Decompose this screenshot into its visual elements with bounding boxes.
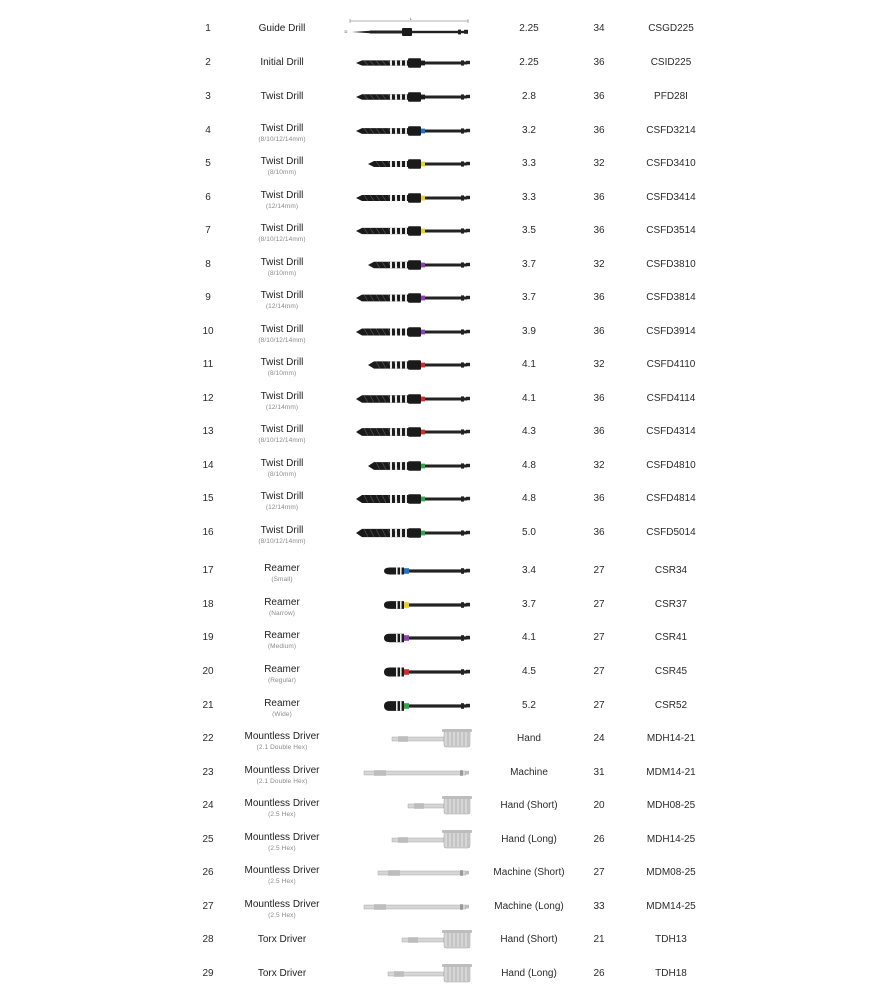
instrument-image xyxy=(330,84,480,110)
instrument-drawing xyxy=(330,16,480,42)
item-number: 24 xyxy=(202,800,214,811)
item-number: 27 xyxy=(202,901,214,912)
product-code: CSFD3810 xyxy=(646,259,696,270)
product-name: Guide Drill xyxy=(258,23,306,34)
instrument-drawing xyxy=(330,760,480,786)
instrument-image xyxy=(330,592,480,618)
instrument-image xyxy=(330,726,480,752)
product-name: Twist Drill xyxy=(260,458,304,469)
diameter-value: Hand (Short) xyxy=(500,934,558,945)
instrument-image xyxy=(330,218,480,244)
instrument-image xyxy=(330,760,480,786)
length-value: 27 xyxy=(593,632,605,643)
instrument-drawing xyxy=(330,486,480,512)
length-value: 36 xyxy=(593,91,605,102)
product-code: CSID225 xyxy=(650,57,692,68)
diameter-value: 3.7 xyxy=(522,259,536,270)
instrument-image xyxy=(330,453,480,479)
product-name: Mountless Driver xyxy=(244,832,320,843)
product-spec: (Small) xyxy=(271,576,293,583)
length-value: 36 xyxy=(593,57,605,68)
diameter-value: Hand (Long) xyxy=(501,834,557,845)
instrument-drawing xyxy=(330,860,480,886)
product-code: TDH13 xyxy=(655,934,687,945)
instrument-drawing xyxy=(330,961,480,987)
product-spec: (2.1 Double Hex) xyxy=(256,744,308,751)
product-code: CSR52 xyxy=(654,700,688,711)
length-value: 33 xyxy=(593,901,605,912)
product-name-cell xyxy=(222,563,342,584)
product-name-cell xyxy=(222,491,342,512)
instrument-image xyxy=(330,16,480,42)
product-name: Reamer xyxy=(264,664,300,675)
product-spec: (Narrow) xyxy=(268,610,296,617)
instrument-drawing xyxy=(330,793,480,819)
product-code: CSFD3514 xyxy=(646,225,696,236)
product-name-cell xyxy=(222,23,342,35)
item-number: 15 xyxy=(202,493,214,504)
item-number: 5 xyxy=(205,158,211,169)
product-spec: (8/10/12/14mm) xyxy=(258,236,306,243)
product-name: Twist Drill xyxy=(260,156,304,167)
instrument-image xyxy=(330,386,480,412)
product-name-cell xyxy=(222,664,342,685)
product-name: Initial Drill xyxy=(260,57,304,68)
product-code: CSFD4114 xyxy=(646,393,696,404)
product-name: Twist Drill xyxy=(260,357,304,368)
product-name-cell xyxy=(222,424,342,445)
product-name: Twist Drill xyxy=(260,525,304,536)
product-name-cell xyxy=(222,190,342,211)
item-number: 4 xyxy=(205,125,211,136)
length-value: 27 xyxy=(593,565,605,576)
product-spec: (2.5 Hex) xyxy=(268,878,296,885)
item-number: 3 xyxy=(205,91,211,102)
product-name: Twist Drill xyxy=(260,424,304,435)
instrument-image xyxy=(330,520,480,546)
product-code: CSFD3214 xyxy=(646,125,696,136)
product-name: Twist Drill xyxy=(260,491,304,502)
length-value: 32 xyxy=(593,359,605,370)
product-spec: (Wide) xyxy=(272,711,292,718)
instrument-drawing xyxy=(330,252,480,278)
product-name: Twist Drill xyxy=(260,91,304,102)
product-name-cell xyxy=(222,391,342,412)
diameter-value: 3.5 xyxy=(522,225,536,236)
length-value: 36 xyxy=(593,125,605,136)
product-name: Mountless Driver xyxy=(244,798,320,809)
item-number: 23 xyxy=(202,767,214,778)
product-name-cell xyxy=(222,257,342,278)
diameter-value: 3.2 xyxy=(522,125,536,136)
length-value: 36 xyxy=(593,426,605,437)
product-spec: (Medium) xyxy=(267,643,297,650)
product-code: CSFD3410 xyxy=(646,158,696,169)
product-name-cell xyxy=(222,865,342,886)
diameter-value: 3.4 xyxy=(522,565,536,576)
item-number: 8 xyxy=(205,259,211,270)
length-value: 32 xyxy=(593,259,605,270)
instrument-image xyxy=(330,151,480,177)
product-code: PFD28I xyxy=(654,91,688,102)
diameter-value: Hand xyxy=(517,733,541,744)
diameter-value: 4.8 xyxy=(522,493,536,504)
product-name: Mountless Driver xyxy=(244,731,320,742)
product-spec: (12/14mm) xyxy=(265,504,299,511)
product-name-cell xyxy=(222,832,342,853)
length-value: 36 xyxy=(593,225,605,236)
diameter-value: Machine (Long) xyxy=(494,901,564,912)
product-name-cell xyxy=(222,57,342,69)
length-value: 27 xyxy=(593,666,605,677)
product-spec: (8/10/12/14mm) xyxy=(258,437,306,444)
instrument-drawing xyxy=(330,218,480,244)
product-code: CSR37 xyxy=(654,599,688,610)
item-number: 14 xyxy=(202,460,214,471)
product-name: Twist Drill xyxy=(260,190,304,201)
diameter-value: 3.7 xyxy=(522,599,536,610)
instrument-drawing xyxy=(330,285,480,311)
product-name-cell xyxy=(222,290,342,311)
instrument-image xyxy=(330,860,480,886)
product-code: CSR45 xyxy=(654,666,688,677)
instrument-image xyxy=(330,827,480,853)
product-code: CSFD4810 xyxy=(646,460,696,471)
product-name-cell xyxy=(222,357,342,378)
product-name: Reamer xyxy=(264,630,300,641)
instrument-drawing xyxy=(330,118,480,144)
product-name-cell xyxy=(222,899,342,920)
diameter-value: 2.25 xyxy=(519,23,539,34)
length-value: 36 xyxy=(593,292,605,303)
product-spec: (8/10mm) xyxy=(267,270,297,277)
diameter-value: Hand (Short) xyxy=(500,800,558,811)
diameter-value: 5.0 xyxy=(522,527,536,538)
product-code: CSFD4814 xyxy=(646,493,696,504)
diameter-value: 3.3 xyxy=(522,192,536,203)
instrument-drawing xyxy=(330,453,480,479)
length-value: 24 xyxy=(593,733,605,744)
item-number: 11 xyxy=(202,359,214,370)
product-code: CSFD4110 xyxy=(646,359,696,370)
product-name-cell xyxy=(222,525,342,546)
item-number: 17 xyxy=(202,565,214,576)
length-value: 27 xyxy=(593,700,605,711)
product-code: CSR41 xyxy=(654,632,688,643)
instrument-drawing xyxy=(330,319,480,345)
product-name: Torx Driver xyxy=(257,968,307,979)
length-value: 21 xyxy=(593,934,605,945)
item-number: 25 xyxy=(202,834,214,845)
instrument-image xyxy=(330,118,480,144)
length-value: 26 xyxy=(593,834,605,845)
product-name: Twist Drill xyxy=(260,391,304,402)
product-name-cell xyxy=(222,934,342,946)
instrument-drawing xyxy=(330,659,480,685)
diameter-value: 2.8 xyxy=(522,91,536,102)
diameter-value: 3.3 xyxy=(522,158,536,169)
instrument-image xyxy=(330,558,480,584)
item-number: 16 xyxy=(202,527,214,538)
item-number: 26 xyxy=(202,867,214,878)
product-code: CSFD5014 xyxy=(646,527,696,538)
item-number: 19 xyxy=(202,632,214,643)
instrument-image xyxy=(330,659,480,685)
product-code: MDH14-25 xyxy=(646,834,696,845)
product-spec: (12/14mm) xyxy=(265,303,299,310)
product-name-cell xyxy=(222,123,342,144)
instrument-drawing xyxy=(330,419,480,445)
diameter-value: 4.1 xyxy=(522,393,536,404)
length-value: 27 xyxy=(593,599,605,610)
product-code: MDM14-21 xyxy=(646,767,696,778)
product-name-cell xyxy=(222,91,342,103)
product-spec: (12/14mm) xyxy=(265,203,299,210)
diameter-value: 2.25 xyxy=(519,57,539,68)
instrument-drawing xyxy=(330,927,480,953)
product-name-cell xyxy=(222,156,342,177)
diameter-value: Machine (Short) xyxy=(493,867,565,878)
instrument-image xyxy=(330,352,480,378)
product-name-cell xyxy=(222,765,342,786)
product-name-cell xyxy=(222,630,342,651)
product-name: Reamer xyxy=(264,597,300,608)
product-name-cell xyxy=(222,597,342,618)
length-value: 32 xyxy=(593,158,605,169)
item-number: 10 xyxy=(202,326,214,337)
item-number: 7 xyxy=(205,225,211,236)
item-number: 2 xyxy=(205,57,211,68)
length-value: 34 xyxy=(593,23,605,34)
length-value: 36 xyxy=(593,326,605,337)
instrument-drawing xyxy=(330,352,480,378)
instrument-image xyxy=(330,252,480,278)
instrument-image xyxy=(330,927,480,953)
instrument-image xyxy=(330,793,480,819)
item-number: 6 xyxy=(205,192,211,203)
instrument-drawing xyxy=(330,386,480,412)
product-name-cell xyxy=(222,223,342,244)
product-name: Twist Drill xyxy=(260,223,304,234)
product-name-cell xyxy=(222,798,342,819)
instrument-drawing xyxy=(330,520,480,546)
length-dim-label: L xyxy=(409,16,413,21)
length-value: 31 xyxy=(593,767,605,778)
diameter-dim-label: D xyxy=(344,29,348,34)
instrument-drawing xyxy=(330,625,480,651)
product-code: CSGD225 xyxy=(648,23,694,34)
diameter-value: 4.8 xyxy=(522,460,536,471)
item-number: 12 xyxy=(202,393,214,404)
instrument-image xyxy=(330,693,480,719)
item-number: 21 xyxy=(202,700,214,711)
instrument-image xyxy=(330,319,480,345)
product-spec: (8/10/12/14mm) xyxy=(258,538,306,545)
instrument-drawing xyxy=(330,151,480,177)
product-code: MDM14-25 xyxy=(646,901,696,912)
diameter-value: 4.3 xyxy=(522,426,536,437)
product-name-cell xyxy=(222,324,342,345)
product-spec: (2.5 Hex) xyxy=(268,845,296,852)
product-name-cell xyxy=(222,731,342,752)
product-spec: (12/14mm) xyxy=(265,404,299,411)
product-spec: (2.5 Hex) xyxy=(268,811,296,818)
product-code: MDH08-25 xyxy=(646,800,696,811)
item-number: 9 xyxy=(205,292,211,303)
product-name: Reamer xyxy=(264,698,300,709)
length-value: 36 xyxy=(593,493,605,504)
diameter-value: Machine xyxy=(510,767,548,778)
length-value: 32 xyxy=(593,460,605,471)
product-spec: (2.1 Double Hex) xyxy=(256,778,308,785)
length-value: 36 xyxy=(593,393,605,404)
product-name: Mountless Driver xyxy=(244,865,320,876)
product-spec: (8/10mm) xyxy=(267,169,297,176)
instrument-drawing xyxy=(330,84,480,110)
instrument-drawing xyxy=(330,592,480,618)
product-name: Torx Driver xyxy=(257,934,307,945)
table-row xyxy=(0,968,896,1008)
item-number: 13 xyxy=(202,426,214,437)
product-code: MDH14-21 xyxy=(646,733,696,744)
product-code: CSFD4314 xyxy=(646,426,696,437)
diameter-value: 4.1 xyxy=(522,359,536,370)
instrument-image xyxy=(330,285,480,311)
item-number: 18 xyxy=(202,599,214,610)
length-value: 27 xyxy=(593,867,605,878)
product-name: Mountless Driver xyxy=(244,765,320,776)
product-code: CSFD3914 xyxy=(646,326,696,337)
item-number: 28 xyxy=(202,934,214,945)
instrument-drawing xyxy=(330,827,480,853)
product-spec: (8/10mm) xyxy=(267,471,297,478)
instrument-drawing xyxy=(330,50,480,76)
product-spec: (Regular) xyxy=(268,677,296,684)
product-name: Reamer xyxy=(264,563,300,574)
product-name-cell xyxy=(222,698,342,719)
instrument-image xyxy=(330,486,480,512)
product-name-cell xyxy=(222,458,342,479)
instrument-drawing xyxy=(330,726,480,752)
product-name: Twist Drill xyxy=(260,257,304,268)
product-name: Twist Drill xyxy=(260,290,304,301)
product-spec: (8/10mm) xyxy=(267,370,297,377)
instrument-drawing xyxy=(330,693,480,719)
length-value: 20 xyxy=(593,800,605,811)
item-number: 22 xyxy=(202,733,214,744)
diameter-value: 5.2 xyxy=(522,700,536,711)
diameter-value: 4.1 xyxy=(522,632,536,643)
length-value: 36 xyxy=(593,527,605,538)
instrument-image xyxy=(330,185,480,211)
product-code: MDM08-25 xyxy=(646,867,696,878)
diameter-value: 3.9 xyxy=(522,326,536,337)
length-value: 26 xyxy=(593,968,605,979)
diameter-value: Hand (Long) xyxy=(501,968,557,979)
instrument-image xyxy=(330,894,480,920)
product-code: CSFD3814 xyxy=(646,292,696,303)
product-code: CSFD3414 xyxy=(646,192,696,203)
item-number: 20 xyxy=(202,666,214,677)
item-number: 29 xyxy=(202,968,214,979)
instrument-drawing xyxy=(330,558,480,584)
diameter-value: 3.7 xyxy=(522,292,536,303)
product-spec: (8/10/12/14mm) xyxy=(258,337,306,344)
product-spec: (8/10/12/14mm) xyxy=(258,136,306,143)
product-code: TDH18 xyxy=(655,968,687,979)
instrument-image xyxy=(330,961,480,987)
instrument-image xyxy=(330,50,480,76)
product-spec: (2.5 Hex) xyxy=(268,912,296,919)
instrument-drawing xyxy=(330,185,480,211)
instrument-image xyxy=(330,419,480,445)
product-name: Twist Drill xyxy=(260,123,304,134)
instrument-image xyxy=(330,625,480,651)
item-number: 1 xyxy=(205,23,211,34)
product-name: Mountless Driver xyxy=(244,899,320,910)
diameter-value: 4.5 xyxy=(522,666,536,677)
length-value: 36 xyxy=(593,192,605,203)
product-name: Twist Drill xyxy=(260,324,304,335)
instrument-drawing xyxy=(330,894,480,920)
product-name-cell xyxy=(222,968,342,980)
product-code: CSR34 xyxy=(654,565,688,576)
